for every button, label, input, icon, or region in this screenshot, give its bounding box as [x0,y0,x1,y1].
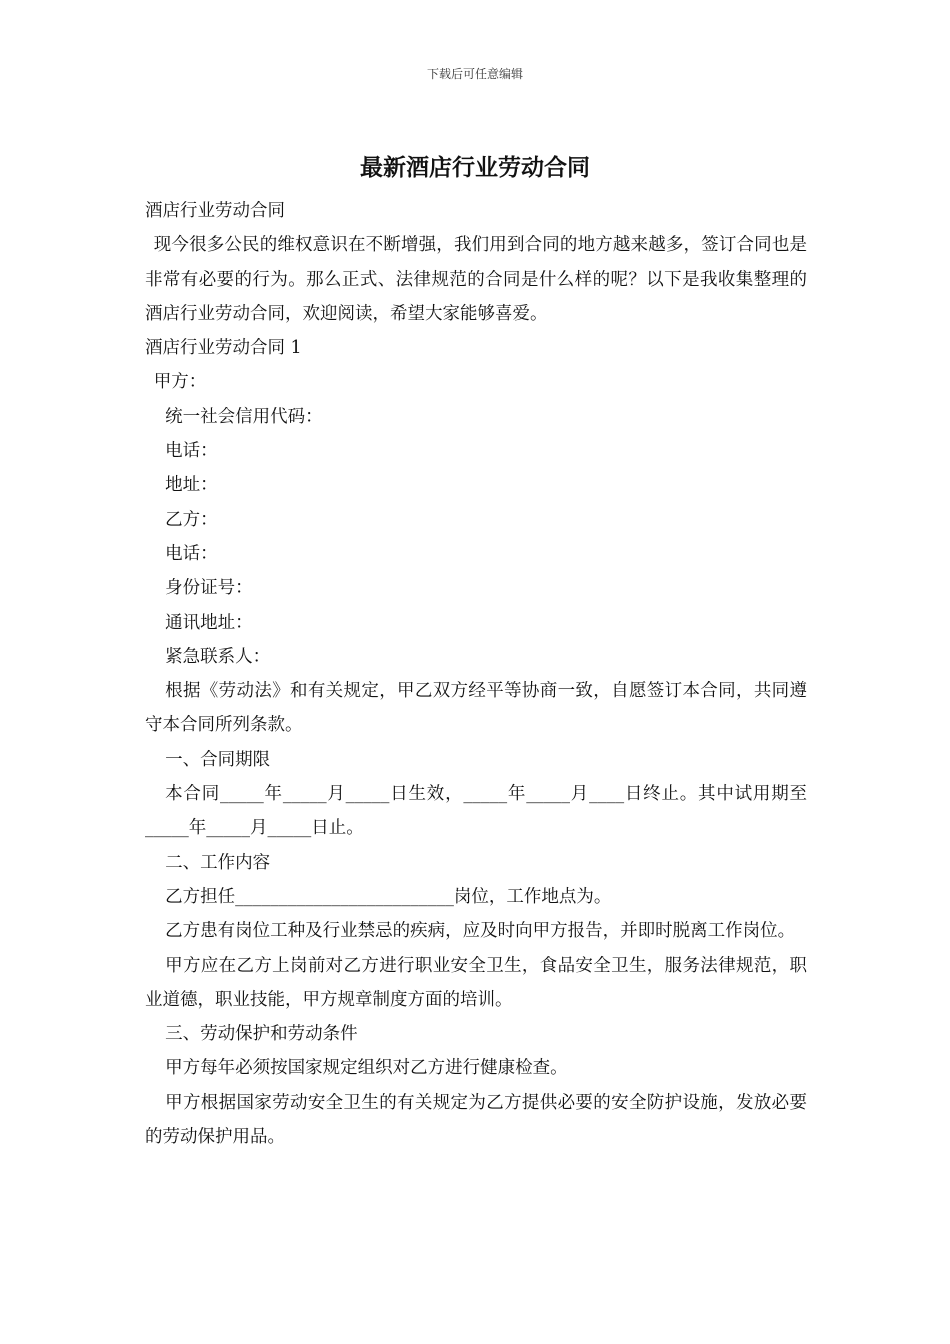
disease-report-paragraph: 乙方患有岗位工种及行业禁忌的疾病，应及时向甲方报告，并即时脱离工作岗位。 [165,921,796,942]
safety-equipment-paragraph: 甲方根据国家劳动安全卫生的有关规定为乙方提供必要的安全防护设施，发放必要的劳动保护用品。 [145,1092,807,1148]
mailing-address-field: 通讯地址： [165,612,253,633]
legal-basis-paragraph: 根据《劳动法》和有关规定，甲乙双方经平等协商一致，自愿签订本合同，共同遵守本合同所列条款。 [145,681,807,736]
contract-name-line: 酒店行业劳动合同 [145,201,285,221]
section-heading-protection: 三、劳动保护和劳动条件 [165,1024,358,1045]
document-title: 最新酒店行业劳动合同 [360,154,590,181]
health-check-paragraph: 甲方每年必须按国家规定组织对乙方进行健康检查。 [165,1058,568,1079]
training-paragraph: 甲方应在乙方上岗前对乙方进行职业安全卫生，食品安全卫生，服务法律规范，职业道德，职业技能，甲方规章制度方面的培训。 [145,955,807,1010]
page-header-note: 下载后可任意编辑 [426,67,523,81]
intro-paragraph: 现今很多公民的维权意识在不断增强，我们用到合同的地方越来越多，签订合同也是非常有必要的行为。那么正式、法律规范的合同是什么样的呢？以下是我收集整理的酒店行业劳动合同，欢迎阅读，希望大家能够喜爱。 [145,235,807,324]
party-a-label: 甲方： [153,372,207,393]
position-paragraph: 乙方担任_________________________岗位，工作地点为。 [165,886,612,907]
party-a-address-field: 地址： [165,475,218,496]
id-number-field: 身份证号： [165,578,253,599]
party-a-phone-field: 电话： [165,441,218,462]
credit-code-field: 统一社会信用代码： [165,406,323,427]
emergency-contact-field: 紧急联系人： [165,646,271,667]
party-b-label: 乙方： [165,509,218,530]
party-b-phone-field: 电话： [165,543,218,564]
contract-heading-1: 酒店行业劳动合同 1 [145,338,302,359]
document-body [145,194,807,1154]
term-paragraph: 本合同_____年_____月_____日生效，_____年_____月____日终止。其中试用期至_____年_____月_____日止。 [145,784,807,839]
section-heading-term: 一、合同期限 [165,749,271,770]
section-heading-work: 二、工作内容 [165,852,271,873]
